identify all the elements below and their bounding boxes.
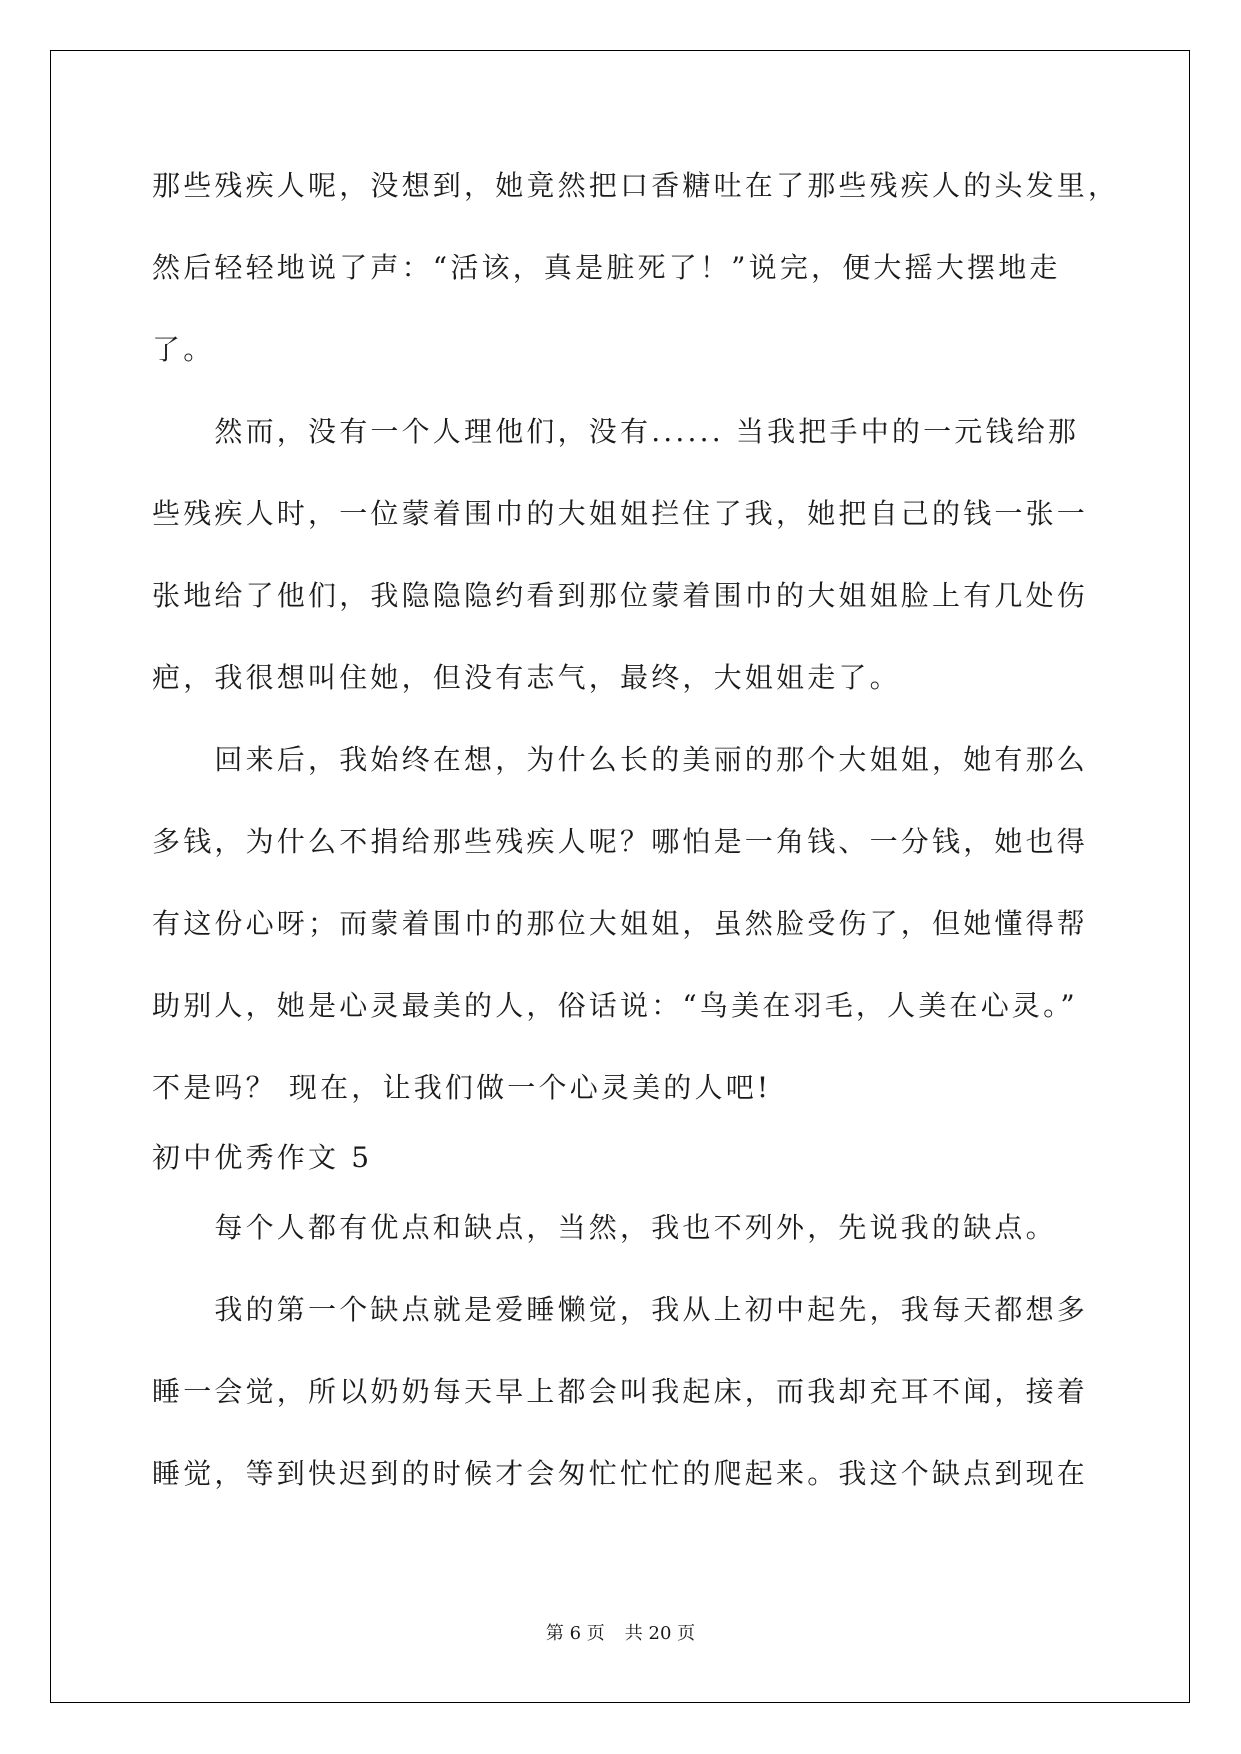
text-line: 了。 [152,333,215,366]
text-line: 然后轻轻地说了声：“活该，真是脏死了！”说完，便大摇大摆地走 [152,251,1061,284]
section-title: 初中优秀作文 5 [152,1141,373,1174]
text-line: 那些残疾人呢，没想到，她竟然把口香糖吐在了那些残疾人的头发里， [152,169,1120,202]
text-line: 睡觉，等到快迟到的时候才会匆忙忙忙的爬起来。我这个缺点到现在 [152,1457,1089,1490]
text-line: 我的第一个缺点就是爱睡懒觉，我从上初中起先，我每天都想多 [152,1293,1089,1326]
text-line: 然而，没有一个人理他们，没有...... 当我把手中的一元钱给那 [152,415,1080,448]
document-body [152,166,1120,1536]
text-line: 不是吗？ 现在，让我们做一个心灵美的人吧! [152,1071,772,1104]
text-line: 张地给了他们，我隐隐隐约看到那位蒙着围巾的大姐姐脸上有几处伤 [152,579,1089,612]
text-line: 每个人都有优点和缺点，当然，我也不列外，先说我的缺点。 [152,1211,1057,1244]
page-total: 共 20 页 [624,1623,696,1644]
page-number: 第 6 页 [545,1623,605,1644]
text-line: 助别人，她是心灵最美的人，俗话说：“鸟美在羽毛，人美在心灵。” [152,989,1078,1022]
text-line: 回来后，我始终在想，为什么长的美丽的那个大姐姐，她有那么 [152,743,1089,776]
text-line: 些残疾人时，一位蒙着围巾的大姐姐拦住了我，她把自己的钱一张一 [152,497,1089,530]
page-footer [0,1622,1241,1646]
text-line: 多钱，为什么不捐给那些残疾人呢？哪怕是一角钱、一分钱，她也得 [152,825,1089,858]
text-line: 有这份心呀；而蒙着围巾的那位大姐姐，虽然脸受伤了，但她懂得帮 [152,907,1089,940]
text-line: 疤，我很想叫住她，但没有志气，最终，大姐姐走了。 [152,661,901,694]
text-line: 睡一会觉，所以奶奶每天早上都会叫我起床，而我却充耳不闻，接着 [152,1375,1089,1408]
